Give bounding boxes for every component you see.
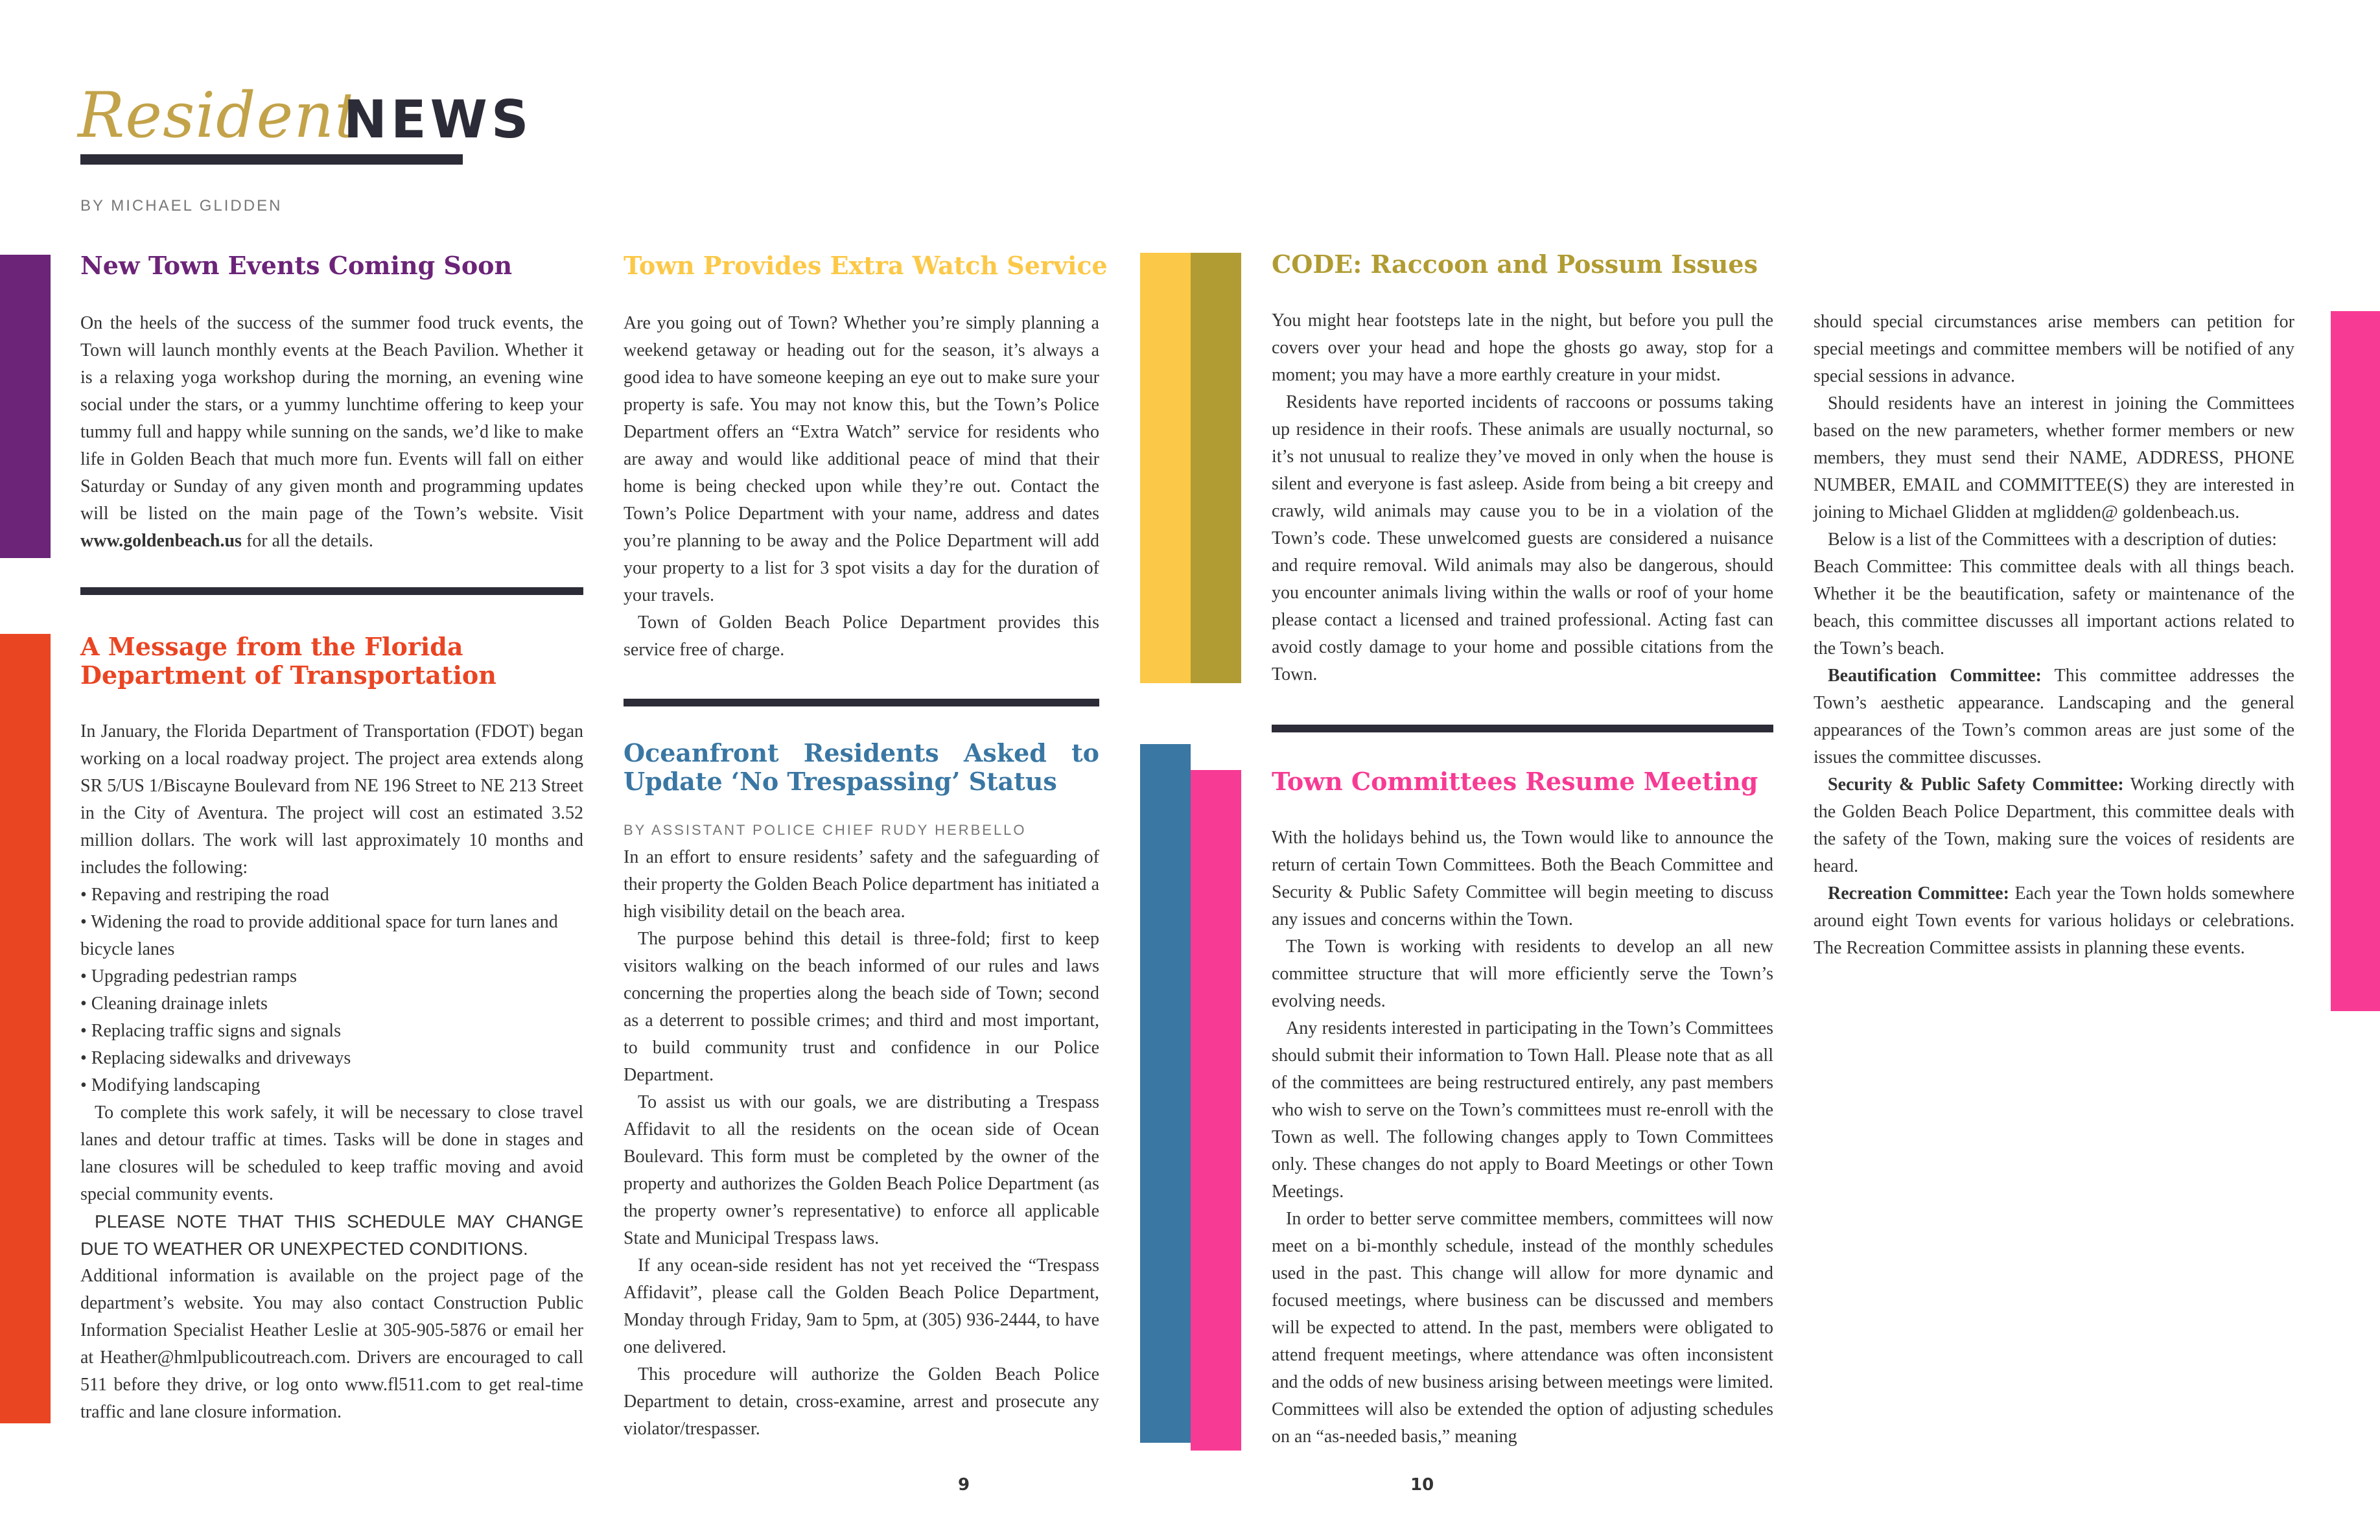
watch-title: Town Provides Extra Watch Service (624, 251, 1108, 280)
trespass-paragraph-2: The purpose behind this detail is three-fold; first to keep visitors walking on the beach informed of our rules and laws concerning the properties along the beach side of Town; second as a deterrent to possible crimes; and third and most important, to build community trust and confidence in our Police Department. (624, 929, 1099, 1085)
trespass-title: Oceanfront Residents Asked to Update ‘No Trespassing’ Status (624, 738, 1099, 796)
fdot-item-5: • Replacing traffic signs and signals (80, 1021, 341, 1041)
committees-beautification (1814, 662, 2294, 771)
fdot-paragraph-4: Additional information is available on the project page of the department’s website. You may also contact Construction Public Information Specialist Heather Leslie at 305-905-5876 or email her at Heather@hmlpublicoutreach.com. Drivers are encouraged to call 511 before they drive, or log onto www.fl511.com to get real-time traffic and lane closure information. (80, 1266, 583, 1422)
watch-body (624, 310, 1099, 664)
committees-security (1814, 771, 2294, 880)
blue-accent-bar (1140, 744, 1191, 1443)
events-text: On the heels of the success of the summer food truck events, the Town will launch monthly events at the Beach Pavilion. Whether it is a relaxing yoga workshop during the morning, an evening wine social under the stars, or a yummy lunchtime offering to keep your tummy full and happy while sunning on the sands, we’d like to make life in Golden Beach that much more fun. Events will fall on either Saturday or Sunday of any given month and programming updates will be listed on the main page of the Town’s website. Visit (80, 313, 583, 524)
olive-accent-bar (1191, 253, 1241, 683)
trespass-paragraph-1: In an effort to ensure residents’ safety and the safeguarding of their property the Golden Beach Police department has initiated a high visibility detail on the beach area. (624, 847, 1099, 922)
column-3-divider (1272, 725, 1773, 732)
watch-paragraph-2: Town of Golden Beach Police Department provides this service free of charge. (624, 612, 1099, 660)
code-body (1272, 307, 1773, 688)
pink-edge-bar (2331, 311, 2380, 1011)
fdot-item-1: • Repaving and restriping the road (80, 885, 329, 905)
recreation-label: Recreation Committee: (1828, 883, 2010, 904)
trespass-paragraph-5: This procedure will authorize the Golden Beach Police Department to detain, cross-examine, arrest and prosecute any violator/trespasser. (624, 1364, 1099, 1439)
beautification-label: Beautification Committee: (1828, 666, 2042, 686)
orange-accent-bar (0, 634, 51, 1423)
events-title: New Town Events Coming Soon (80, 251, 513, 280)
masthead-underline (80, 154, 463, 165)
fdot-item-6: • Replacing sidewalks and driveways (80, 1048, 351, 1068)
masthead-script-title: Resident (78, 79, 360, 152)
fdot-title: A Message from the Florida Department of Transportation (80, 632, 496, 690)
trespass-paragraph-4: If any ocean-side resident has not yet received the “Trespass Affidavit”, please call the Golden Beach Police Department, Monday through Friday, 9am to 5pm, at (305) 936-2444, to have one delivered. (624, 1255, 1099, 1357)
fdot-item-3: • Upgrading pedestrian ramps (80, 966, 298, 986)
committees-recreation (1814, 880, 2294, 962)
trespass-body (624, 844, 1099, 1443)
security-label: Security & Public Safety Committee: (1828, 775, 2124, 795)
trespass-paragraph-3: To assist us with our goals, we are distributing a Trespass Affidavit to all the residents on the ocean side of Ocean Boulevard. This form must be completed by the owner of the property and authorizes the Golden Beach Police Department (as the property owner’s representative) to enforce all applicable State and Municipal Trespass laws. (624, 1092, 1099, 1248)
column-2-divider (624, 699, 1099, 706)
committees-title: Town Committees Resume Meeting (1272, 767, 1758, 796)
committees-cont-2: Should residents have an interest in joining the Committees based on the new parameters, whether former members or new members, they must send their NAME, ADDRESS, PHONE NUMBER, EMAIL and COMMITTEE(S) they are interested in joining to Michael Glidden at mglidden@ goldenbeach.us. (1814, 393, 2294, 522)
committees-continued (1814, 309, 2294, 962)
beautification-text: This committee addresses the Town’s aesthetic appearance. Landscaping and the general appearances of the Town’s common areas are just some of the issues the committee discusses. (1814, 666, 2294, 767)
pink-accent-bar (1191, 770, 1241, 1451)
fdot-intro: In January, the Florida Department of Transportation (FDOT) began working on a local roadway project. The project area extends along SR 5/US 1/Biscayne Boulevard from NE 196 Street to NE 213 Street in the City of Aventura. The project will cost an estimated 3.52 million dollars. The work will last approximately 10 months and includes the following: (80, 721, 583, 878)
fdot-body (80, 718, 583, 1426)
committees-body (1272, 824, 1773, 1451)
security-text: Working directly with the Golden Beach Police Department, this committee deals with the safety of the Town, making sure the voices of residents are heard. (1814, 775, 2294, 876)
page-number-right: 10 (1410, 1475, 1434, 1495)
yellow-accent-bar (1140, 253, 1191, 683)
fdot-notice: PLEASE NOTE THAT THIS SCHEDULE MAY CHANGE DUE TO WEATHER OR UNEXPECTED CONDITIONS. (80, 1211, 583, 1259)
fdot-paragraph-2: To complete this work safely, it will be necessary to close travel lanes and detour traffic at times. Tasks will be done in stages and lane closures will be scheduled to keep traffic moving and avoid special community events. (80, 1102, 583, 1204)
committees-paragraph-1: With the holidays behind us, the Town would like to announce the return of certain Town Committees. Both the Beach Committee and Security & Public Safety Committee will begin meeting to discuss any issues and concerns within the Town. (1272, 828, 1773, 929)
events-body (80, 310, 583, 555)
fdot-item-7: • Modifying landscaping (80, 1075, 261, 1095)
column-1-divider (80, 587, 583, 595)
code-paragraph-2: Residents have reported incidents of raccoons or possums taking up residence in their roofs. These animals are usually nocturnal, so it’s not unusual to realize they’ve moved in only when the house is silent and everyone is fast asleep. Aside from being a bit creepy and crawly, wild animals may cause you to be in a violation of the Town’s code. These unwelcomed guests are considered a nuisance and require removal. Wild animals may also be dangerous, should you encounter animals living within the walls or roof of your home please contact a licensed and trained professional. Acting fast can avoid costly damage to your home and possible citations from the Town. (1272, 392, 1773, 684)
code-paragraph-1: You might hear footsteps late in the night, but before you pull the covers over your head and hope the ghosts go away, stop for a moment; you may have a more earthly creature in your midst. (1272, 310, 1773, 385)
trespass-byline: BY ASSISTANT POLICE CHIEF RUDY HERBELLO (624, 822, 1027, 838)
committees-beach: Beach Committee: This committee deals with all things beach. Whether it be the beautification, safety or maintenance of the beach, this committee discusses all important actions related to the Town’s beach. (1814, 557, 2294, 659)
fdot-item-2: • Widening the road to provide additional space for turn lanes and bicycle lanes (80, 912, 558, 959)
committees-cont-3: Below is a list of the Committees with a description of duties: (1828, 530, 2277, 550)
committees-paragraph-2: The Town is working with residents to develop an all new committee structure that will more efficiently serve the Town’s evolving needs. (1272, 937, 1773, 1011)
masthead-news-title: NEWS (344, 89, 533, 150)
watch-paragraph-1: Are you going out of Town? Whether you’re simply planning a weekend getaway or heading out for the season, it’s always a good idea to have someone keeping an eye out to make sure your property is safe. You may not know this, but the Town’s Police Department offers an “Extra Watch” service for residents who are away and would like additional peace of mind that their home is being checked upon while they’re out. Contact the Town’s Police Department with your name, address and dates you’re planning to be away and the Police Department will add your property to a list for 3 spot visits a day for the duration of your travels. (624, 313, 1099, 605)
committees-cont-1: should special circumstances arise members can petition for special meetings and committee members will be notified of any special sessions in advance. (1814, 312, 2294, 386)
page-number-left: 9 (958, 1475, 970, 1495)
masthead-byline: BY MICHAEL GLIDDEN (80, 197, 283, 215)
recreation-text: Each year the Town holds somewhere around eight Town events for various holidays or celebrations. The Recreation Committee assists in planning these events. (1814, 883, 2295, 958)
committees-paragraph-3: Any residents interested in participating in the Town’s Committees should submit their information to Town Hall. Please note that as all of the committees are being restructured entirely, any past members who wish to serve on the Town’s committees must re-enroll with the Town as well. The following changes apply to Town Committees only. These changes do not apply to Board Meetings or other Town Meetings. (1272, 1018, 1773, 1202)
events-tail: for all the details. (241, 531, 373, 551)
code-title: CODE: Raccoon and Possum Issues (1272, 250, 1758, 279)
events-link[interactable]: www.goldenbeach.us (80, 531, 242, 551)
committees-paragraph-4: In order to better serve committee members, committees will now meet on a bi-monthly schedule, instead of the monthly schedules used in the past. This change will allow for more dynamic and focused meetings, where business can be discussed and members will be expected to attend. In the past, members were obligated to attend frequent meetings, where attendance was often inconsistent and the odds of new business arising between meetings were limited. Committees will also be extended the option of adjusting schedules on an “as-needed basis,” meaning (1272, 1209, 1773, 1447)
fdot-item-4: • Cleaning drainage inlets (80, 994, 268, 1014)
purple-accent-bar (0, 255, 51, 558)
